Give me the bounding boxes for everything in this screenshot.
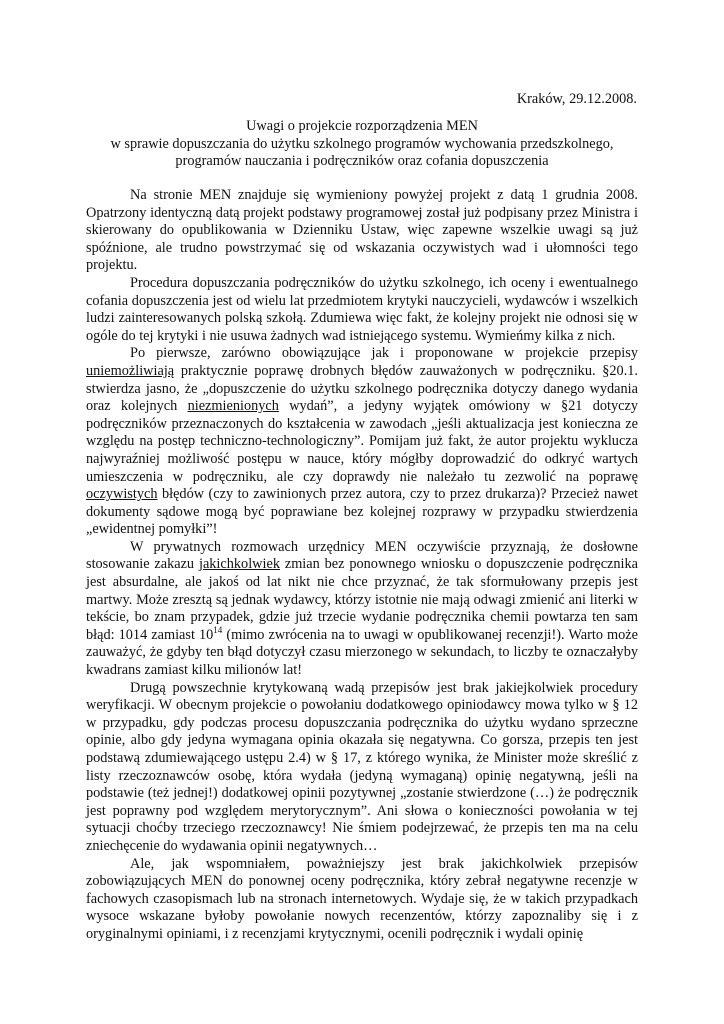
underlined-word: uniemożliwiają bbox=[86, 362, 175, 379]
title-line-3: programów nauczania i podręczników oraz cofania dopuszczenia bbox=[175, 153, 549, 169]
paragraph-1 bbox=[86, 187, 638, 275]
document-date: Kraków, 29.12.2008. bbox=[516, 91, 637, 107]
paragraph-6 bbox=[86, 856, 638, 944]
superscript-exponent: 14 bbox=[213, 625, 223, 636]
paragraph-3-text-d: błędów (czy to zawinionych przez autora, czy to przez drukarza)? Przecież nawet dokumenty sądowe mogą być poprawiane bez kolejnej rozprawy w przypadku stwierdzenia „ewidentnej pomyłki”! bbox=[86, 486, 639, 538]
paragraph-2 bbox=[86, 275, 638, 345]
paragraph-2-text: Procedura dopuszczania podręczników do użytku szkolnego, ich oceny i ewentualnego cofania dopuszczenia jest od wielu lat przedmiotem krytyki nauczycieli, wydawców i wszelkich ludzi zainteresowanych polską szkołą. Zdumiewa więc fakt, że kolejny projekt nie odnosi się w ogóle do tej krytyki i nie usuwa żadnych wad istniejącego systemu. Wymieńmy kilka z nich. bbox=[86, 274, 638, 344]
underlined-word: niezmienionych bbox=[187, 398, 279, 415]
underlined-word: oczywistych bbox=[86, 486, 158, 503]
title-line-1: Uwagi o projekcie rozporządzenia MEN bbox=[246, 118, 478, 134]
paragraph-5 bbox=[86, 680, 638, 856]
paragraph-3-text-a: Po pierwsze, zarówno obowiązujące jak i proponowane w projekcie przepisy bbox=[130, 345, 638, 362]
paragraph-4 bbox=[86, 539, 638, 680]
paragraph-6-text: Ale, jak wspomniałem, poważniejszy jest brak jakichkolwiek przepisów zobowiązujących MEN do ponownej oceny podręcznika, który zebrał negatywne recenzje w fachowych czasopismach lub na stronach internetowych. Wydaje się, że w takich przypadkach wysoce wskazane byłoby powołanie nowych recenzentów, którzy zapoznaliby się i z oryginalnymi opiniami, i z recenzjami krytycznymi, ocenili podręcznik i wydali opinię bbox=[86, 855, 638, 942]
paragraph-3 bbox=[86, 345, 638, 539]
document-body bbox=[86, 187, 638, 944]
paragraph-3-text-b: praktycznie poprawę drobnych błędów zauważonych w podręczniku. §20.1. stwierdza jasno, że „dopuszczenie do użytku szkolnego podręcznika dotyczy danego wydania oraz kolejnych bbox=[86, 362, 639, 415]
paragraph-4-text-c: (mimo zwrócenia na to uwagi w opublikowanej recenzji!). Warto może zauważyć, że gdyby ten błąd dotyczył czasu mierzonego w sekundach, to liczby te oznaczałyby kwadrans zamiast kilku milionów lat! bbox=[86, 626, 638, 679]
document-title bbox=[86, 118, 638, 171]
paragraph-4-text-b: zmian bez ponownego wniosku o dopuszczenie podręcznika jest absurdalne, ale jakoś od lat nikt nie chce przyznać, że tak sformułowany przepis jest martwy. Może zresztą są jednak wydawcy, którzy istotnie nie mają odwagi zmienić ani literki w tekście, bo znam przypadek, gdzie już trzecie wydanie podręcznika chemii powtarza ten sam błąd: 1014 zamiast 10 bbox=[86, 556, 638, 643]
paragraph-4-text-a: W prywatnych rozmowach urzędnicy MEN oczywiście przyznają, że dosłowne stosowanie zakazu bbox=[86, 538, 638, 573]
paragraph-1-text: Na stronie MEN znajduje się wymieniony powyżej projekt z datą 1 grudnia 2008. Opatrzony identyczną datą projekt podstawy programowej został już podpisany przez Ministra i skierowany do opublikowania w Dzienniku Ustaw, więc zapewne wszelkie uwagi są już spóźnione, ale trudno powstrzymać się od wskazania oczywistych wad i ułomności tego projektu. bbox=[86, 187, 638, 274]
paragraph-5-text: Drugą powszechnie krytykowaną wadą przepisów jest brak jakiejkolwiek procedury weryfikacji. W obecnym projekcie o powołaniu dodatkowego opiniodawcy mowa tylko w § 12 w przypadku, gdy podczas procesu dopuszczania podręcznika do użytku wydano sprzeczne opinie, albo gdy jedyna wymagana opinia okazała się negatywna. Co gorsza, przepis ten jest podstawą zdumiewającego ustępu 2.4) w § 17, z którego wynika, że Minister może skreślić z listy rzeczoznawców osobę, która wydała (jedyną wymaganą) opinię negatywną, jeśli na podstawie (też jednej!) dodatkowej opinii pozytywnej „zostanie stwierdzone (…) że podręcznik jest poprawny pod względem merytorycznym”. Ani słowa o konieczności powołania w tej sytuacji choćby trzeciego rzeczoznawcy! Nie śmiem podejrzewać, że przepis ten ma na celu zniechęcenie do wydawania opinii negatywnych… bbox=[86, 679, 638, 854]
underlined-word: jakichkolwiek bbox=[198, 556, 280, 573]
title-line-2: w sprawie dopuszczania do użytku szkolnego programów wychowania przedszkolnego, bbox=[110, 135, 614, 152]
paragraph-3-text-c: wydań”, a jedyny wyjątek omówiony w §21 dotyczy podręczników przeznaczonych do kształcenia w zawodach „jeśli aktualizacja jest konieczna ze względu na postęp techniczno-technologiczny”. Pomijam już fakt, że autor projektu wyklucza najwyraźniej możliwość postępu w nauce, który mógłby doprowadzić do odkryć wartych umieszczenia w podręczniku, ale czy doprawdy nie należało tu zezwolić na poprawę bbox=[86, 398, 638, 485]
